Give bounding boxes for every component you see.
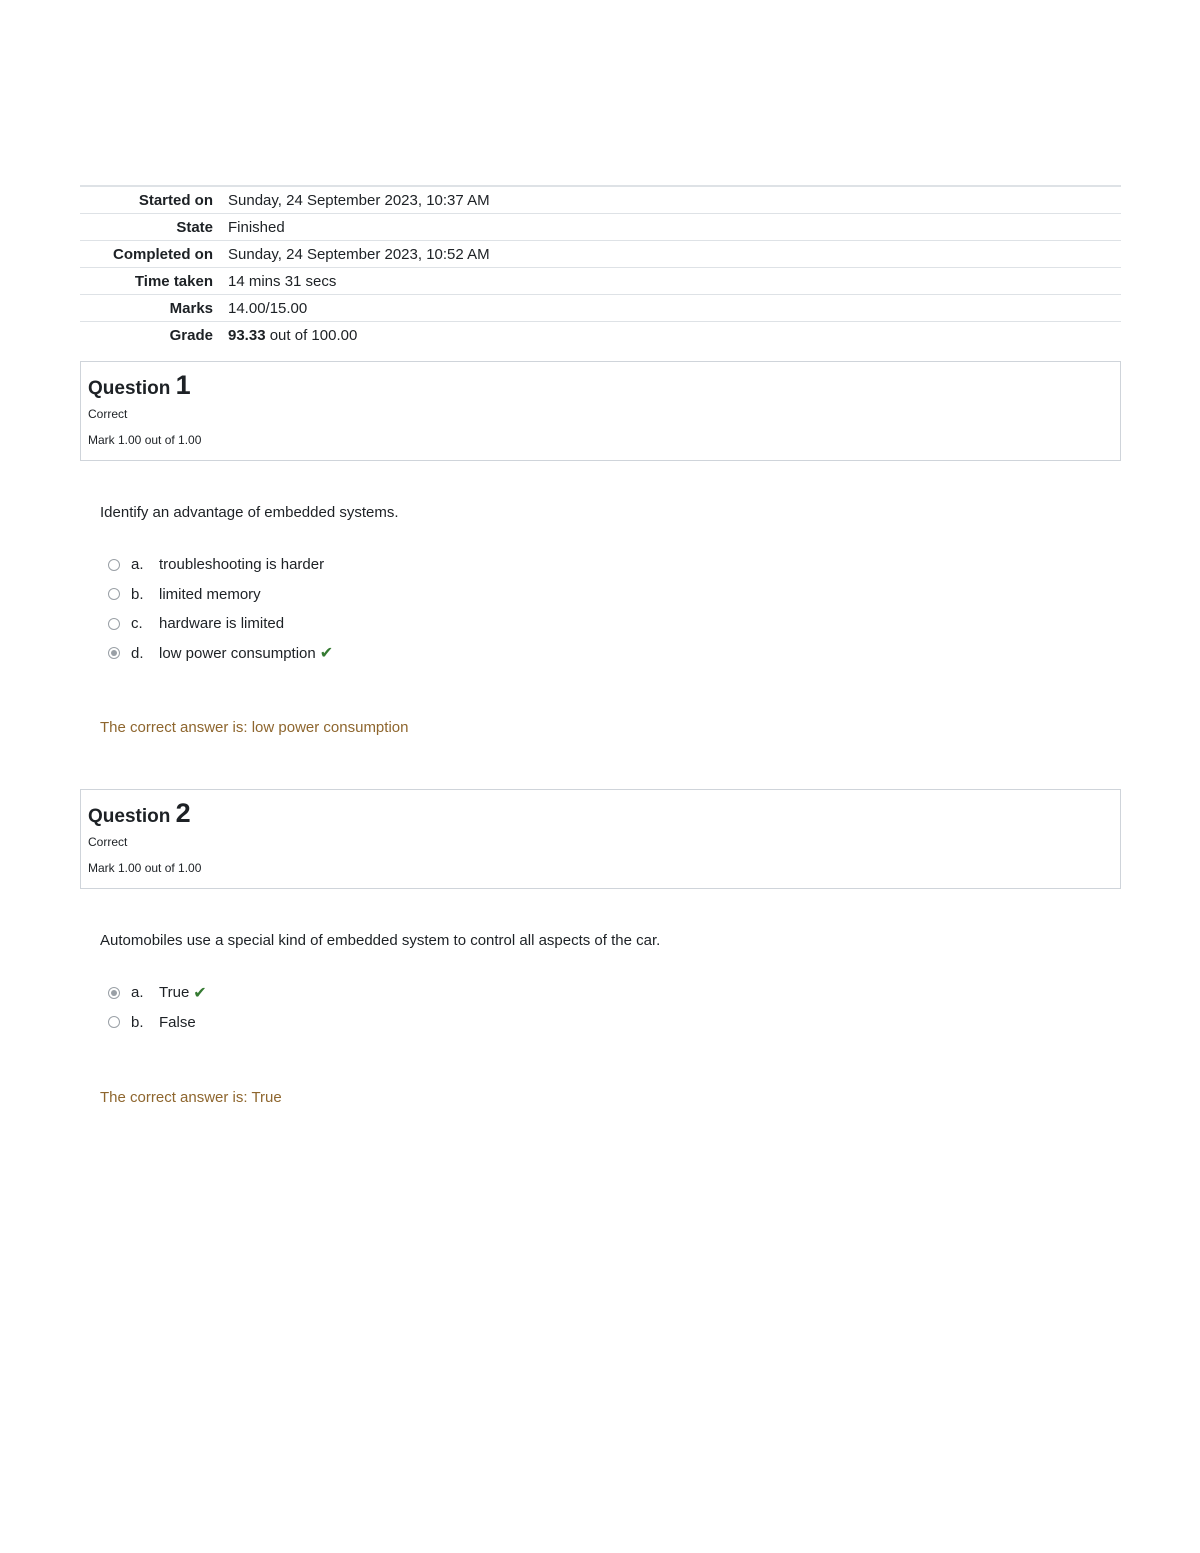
- question-2-right-answer: The correct answer is: True: [100, 1089, 282, 1106]
- marks-value: 14.00/15.00: [228, 299, 308, 317]
- marks-label: Marks: [169, 299, 213, 317]
- started-value: Sunday, 24 September 2023, 10:37 AM: [228, 191, 490, 209]
- grade-label: Grade: [169, 326, 213, 344]
- option-text: troubleshooting is harder: [159, 556, 325, 574]
- radio-button[interactable]: [108, 559, 120, 571]
- question-1-option-a[interactable]: [108, 550, 333, 580]
- question-2-answers: [108, 978, 207, 1037]
- question-1-text: Identify an advantage of embedded systems.: [100, 504, 399, 521]
- question-1-number: [88, 370, 1113, 401]
- radio-button[interactable]: [108, 1016, 120, 1028]
- grade-score: 93.33: [228, 326, 266, 344]
- question-1-label: Question: [88, 378, 176, 399]
- radio-button-selected[interactable]: [108, 987, 120, 999]
- summary-row-state: [80, 213, 1121, 240]
- summary-row-started: [80, 185, 1121, 213]
- radio-button-selected[interactable]: [108, 647, 120, 659]
- state-value: Finished: [228, 218, 285, 236]
- option-letter: a.: [131, 984, 144, 1002]
- question-1-option-c[interactable]: [108, 609, 333, 639]
- question-1-option-d[interactable]: [108, 639, 333, 669]
- question-2-mark: Mark 1.00 out of 1.00: [88, 861, 202, 875]
- summary-row-grade: [80, 321, 1121, 348]
- time-value: 14 mins 31 secs: [228, 272, 337, 290]
- question-2-num: 2: [175, 798, 191, 828]
- option-text: hardware is limited: [159, 615, 285, 633]
- attempt-summary-table: [80, 185, 1121, 348]
- option-letter: c.: [131, 615, 143, 633]
- question-1-right-answer: The correct answer is: low power consumption: [100, 719, 409, 736]
- state-label: State: [176, 218, 213, 236]
- question-1-mark: Mark 1.00 out of 1.00: [88, 433, 202, 447]
- option-text: low power consumption: [159, 644, 316, 662]
- summary-row-time: [80, 267, 1121, 294]
- grade-value: [228, 327, 357, 344]
- grade-out-of: out of 100.00: [265, 326, 358, 344]
- option-text: limited memory: [159, 585, 261, 603]
- option-letter: a.: [131, 556, 144, 574]
- check-mark-icon: ✔: [193, 984, 207, 1002]
- question-2-option-b[interactable]: [108, 1008, 207, 1038]
- completed-value: Sunday, 24 September 2023, 10:52 AM: [228, 245, 490, 263]
- check-mark-icon: ✔: [319, 645, 334, 663]
- summary-row-completed: [80, 240, 1121, 267]
- time-label: Time taken: [134, 272, 213, 290]
- completed-label: Completed on: [113, 245, 213, 263]
- option-letter: d.: [131, 644, 144, 662]
- question-2-option-a[interactable]: [108, 978, 207, 1008]
- option-text: False: [159, 1013, 196, 1031]
- summary-row-marks: [80, 294, 1121, 321]
- question-2-number: [88, 798, 1113, 829]
- radio-button[interactable]: [108, 618, 120, 630]
- question-1-answers: [108, 550, 333, 668]
- radio-button[interactable]: [108, 588, 120, 600]
- question-2-label: Question: [88, 806, 176, 827]
- option-letter: b.: [131, 1013, 144, 1031]
- question-1-info: [80, 361, 1121, 461]
- option-text: True: [159, 984, 190, 1002]
- question-2-text: Automobiles use a special kind of embedded system to control all aspects of the car.: [100, 932, 661, 949]
- question-1-num: 1: [175, 370, 191, 400]
- option-letter: b.: [131, 585, 144, 603]
- question-2-state: Correct: [88, 835, 128, 849]
- question-1-state: Correct: [88, 407, 128, 421]
- question-2-info: [80, 789, 1121, 889]
- question-1-option-b[interactable]: [108, 580, 333, 610]
- started-label: Started on: [138, 191, 213, 209]
